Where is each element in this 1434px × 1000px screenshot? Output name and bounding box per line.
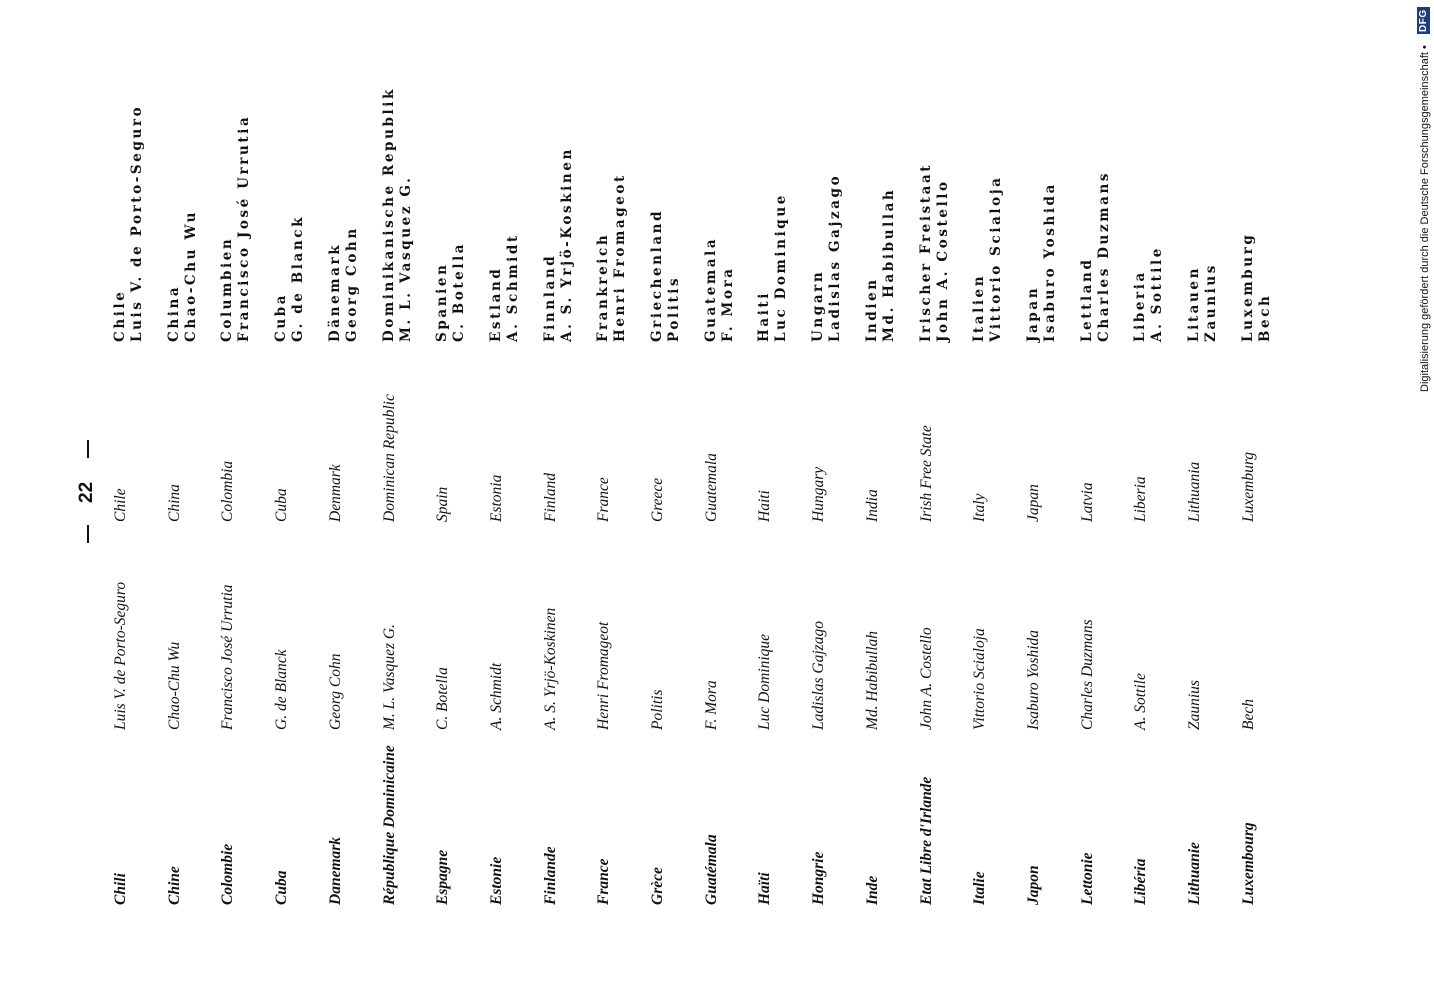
- country-en: Haiti: [756, 490, 774, 522]
- country-fr: Japon: [1024, 865, 1042, 905]
- delegate-fr: M. L. Vasquez G.: [380, 624, 398, 730]
- country-fr: Grèce: [649, 867, 666, 905]
- delegate-de: F. Mora: [719, 266, 736, 342]
- country-de: Liberia: [1132, 270, 1149, 342]
- country-en: Luxemburg: [1239, 451, 1257, 522]
- country-fr: Etat Libre d'Irlande: [917, 776, 935, 905]
- delegate-fr: G. de Blanck: [273, 649, 291, 730]
- country-en: China: [165, 484, 183, 522]
- country-fr: Chili: [112, 873, 129, 905]
- delegate-fr: Luis V. de Porto-Seguro: [112, 581, 129, 730]
- country-de: Spanien: [434, 262, 451, 342]
- delegate-fr: C. Botella: [434, 667, 452, 730]
- delegate-fr: A. Sottile: [1132, 673, 1150, 730]
- page-number-dash-top: [87, 440, 89, 458]
- country-en: Italy: [971, 493, 989, 522]
- delegate-fr: Politis: [649, 689, 666, 730]
- delegate-de: Luc Dominique: [773, 193, 790, 342]
- country-fr: Italie: [971, 871, 989, 905]
- country-fr: France: [595, 858, 613, 905]
- country-en: Finland: [541, 472, 559, 522]
- country-fr: Finlande: [541, 846, 559, 905]
- country-fr: Danemark: [326, 836, 344, 905]
- country-de: Lettland: [1078, 257, 1095, 342]
- country-de: Griechenland: [649, 208, 665, 342]
- delegate-fr: Zaunius: [1186, 680, 1203, 730]
- country-de: Cuba: [273, 292, 290, 342]
- country-en: Chile: [112, 488, 129, 522]
- country-en: Estonia: [487, 474, 505, 522]
- country-en: France: [595, 477, 613, 522]
- delegate-fr: Henri Fromageot: [595, 621, 613, 730]
- country-de: Haiti: [756, 291, 773, 342]
- country-fr: Inde: [863, 875, 881, 905]
- country-en: Spain: [434, 486, 452, 522]
- delegate-de: G. de Blanck: [290, 214, 307, 342]
- country-en: Liberia: [1132, 476, 1150, 522]
- delegate-de: M. L. Vasquez G.: [397, 175, 414, 342]
- delegate-fr: A. S. Yrjö-Koskinen: [541, 607, 559, 730]
- country-fr: Luxembourg: [1239, 822, 1257, 905]
- country-de: Estland: [487, 266, 504, 342]
- delegate-fr: Isaburo Yoshida: [1024, 629, 1042, 730]
- country-en: Cuba: [273, 488, 291, 522]
- country-fr: Hongrie: [810, 851, 828, 905]
- country-de: Luxemburg: [1239, 232, 1256, 342]
- country-de: Irischer Freistaat: [917, 162, 934, 342]
- delegate-de: Henri Fromageot: [612, 173, 629, 342]
- country-fr: Colombie: [219, 843, 237, 905]
- delegate-de: Chao-Chu Wu: [182, 209, 199, 342]
- delegate-de: Ladislas Gajzago: [827, 173, 844, 342]
- delegate-fr: Vittorio Scialoja: [971, 628, 989, 730]
- country-de: China: [165, 284, 182, 342]
- delegate-de: Md. Habibullah: [880, 187, 897, 342]
- country-fr: Haïti: [756, 872, 774, 905]
- country-en: Colombia: [219, 460, 237, 522]
- delegate-fr: Chao-Chu Wu: [165, 641, 183, 730]
- country-en: Dominican Republic: [380, 394, 398, 522]
- country-de: Frankreich: [595, 232, 612, 342]
- delegate-de: John A. Costello: [934, 179, 951, 342]
- delegate-de: Isaburo Yoshida: [1041, 182, 1058, 342]
- country-fr: Cuba: [273, 870, 291, 905]
- country-en: Lithuania: [1186, 461, 1203, 522]
- country-de: Columbien: [219, 236, 236, 342]
- delegate-fr: Luc Dominique: [756, 633, 774, 730]
- delegate-de: Francisco José Urrutia: [236, 114, 253, 342]
- country-en: Guatemala: [702, 453, 720, 522]
- delegate-de: A. Sottile: [1149, 246, 1166, 342]
- country-en: India: [863, 489, 881, 522]
- country-fr: Estonie: [487, 856, 505, 905]
- page-number: 22: [76, 481, 97, 503]
- country-de: Italien: [971, 273, 988, 342]
- country-en: Hungary: [810, 466, 828, 522]
- delegate-fr: Bech: [1239, 699, 1257, 730]
- digitization-credit: Digitalisierung gefördert durch die Deutsche Forschungsgemeinschaft •: [1419, 45, 1431, 392]
- country-de: Indien: [863, 277, 880, 342]
- country-fr: Lettonie: [1078, 852, 1096, 905]
- country-fr: République Dominicaine: [380, 745, 398, 905]
- dfg-logo: DFG: [1418, 9, 1429, 32]
- delegate-fr: Francisco José Urrutia: [219, 584, 237, 730]
- delegate-de: Bech: [1256, 293, 1273, 342]
- delegate-fr: Md. Habibullah: [863, 630, 881, 730]
- delegate-de: Politis: [666, 275, 682, 342]
- delegate-de: A. Schmidt: [504, 233, 521, 342]
- country-de: Dominikanische Republik: [380, 87, 397, 342]
- country-de: Guatemala: [702, 236, 719, 342]
- delegate-de: Georg Cohn: [343, 226, 360, 342]
- delegate-de: A. S. Yrjö-Koskinen: [558, 147, 575, 342]
- delegate-fr: A. Schmidt: [487, 662, 505, 730]
- country-de: Finnland: [541, 253, 558, 342]
- page-number-dash-bottom: [87, 525, 89, 543]
- delegate-fr: F. Mora: [702, 680, 720, 730]
- country-en: Japan: [1024, 484, 1042, 522]
- delegate-fr: Ladislas Gajzago: [810, 621, 828, 730]
- delegate-de: Charles Duzmans: [1095, 170, 1112, 342]
- delegate-de: Vittorio Scialoja: [988, 175, 1005, 342]
- country-de: Ungarn: [810, 269, 827, 342]
- country-de: Dänemark: [326, 242, 343, 342]
- delegate-fr: Georg Cohn: [326, 653, 344, 730]
- delegate-fr: John A. Costello: [917, 627, 935, 730]
- country-en: Latvia: [1078, 482, 1096, 522]
- country-fr: Chine: [165, 866, 183, 905]
- country-fr: Guatémala: [702, 834, 720, 905]
- delegate-de: Zaunius: [1203, 263, 1219, 342]
- country-de: Chile: [112, 289, 128, 342]
- country-en: Greece: [649, 477, 666, 522]
- country-de: Japan: [1024, 285, 1041, 342]
- country-fr: Espagne: [434, 849, 452, 905]
- delegate-de: Luis V. de Porto-Seguro: [129, 104, 145, 342]
- country-fr: Lithuanie: [1186, 842, 1203, 905]
- country-de: Litauen: [1186, 265, 1202, 342]
- delegate-fr: Charles Duzmans: [1078, 619, 1096, 730]
- country-fr: Libéria: [1132, 858, 1150, 905]
- delegate-de: C. Botella: [451, 241, 468, 342]
- country-en: Denmark: [326, 464, 344, 522]
- country-en: Irish Free State: [917, 425, 935, 522]
